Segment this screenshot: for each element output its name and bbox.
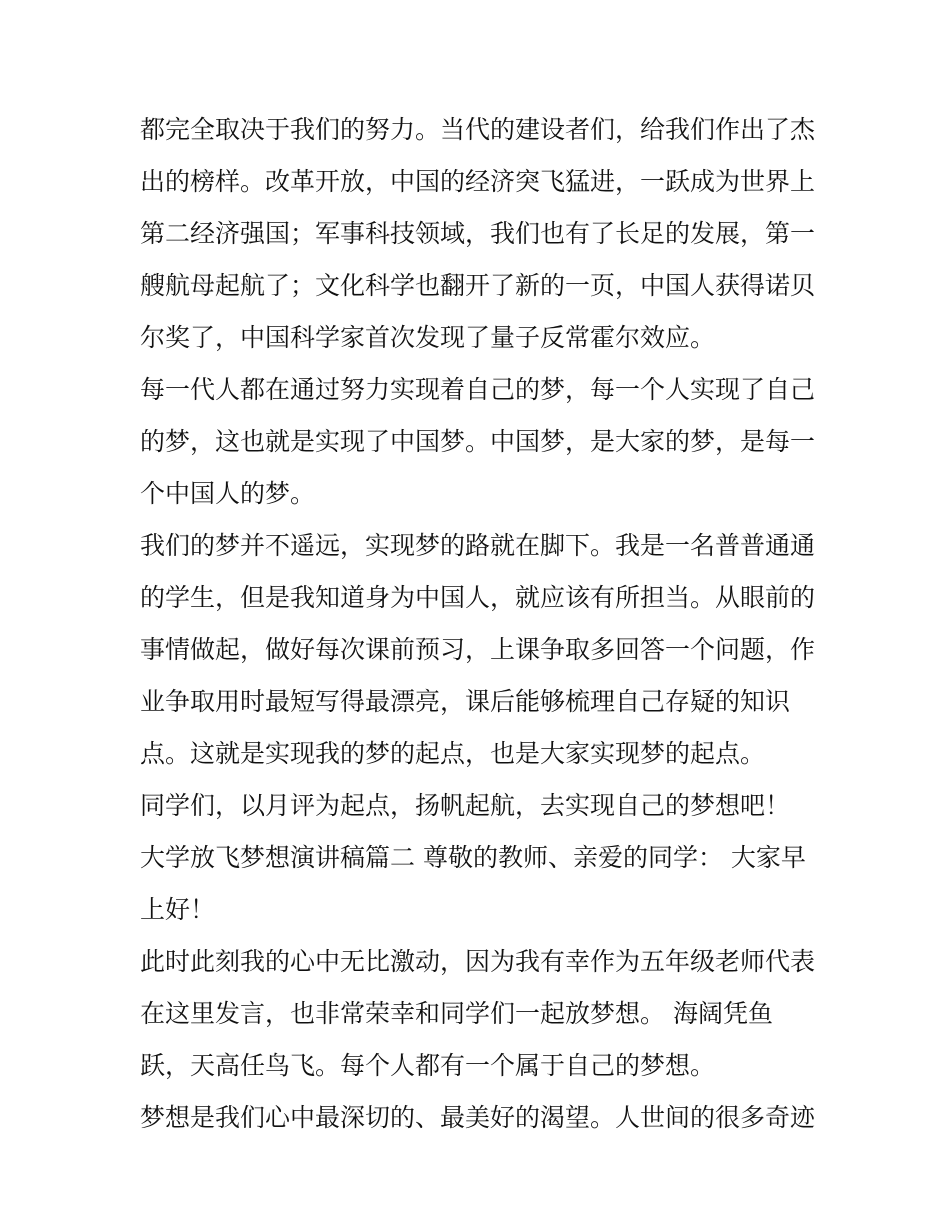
text-line: 在这里发言，也非常荣幸和同学们一起放梦想。 海阔凭鱼 bbox=[140, 999, 773, 1028]
text-line: 每一代人都在通过努力实现着自己的梦，每一个人实现了自己 bbox=[140, 375, 816, 404]
text-line: 尔奖了，中国科学家首次发现了量子反常霍尔效应。 bbox=[140, 323, 716, 352]
text-line: 都完全取决于我们的努力。当代的建设者们，给我们作出了杰 bbox=[140, 115, 816, 144]
text-line: 梦想是我们心中最深切的、最美好的渴望。人世间的很多奇迹 bbox=[140, 1103, 816, 1132]
document-body bbox=[140, 104, 820, 1144]
text-line: 艘航母起航了；文化科学也翻开了新的一页，中国人获得诺贝 bbox=[140, 271, 816, 300]
text-line: 大学放飞梦想演讲稿篇二 尊敬的教师、亲爱的同学： 大家早 bbox=[140, 843, 806, 872]
text-line: 业争取用时最短写得最漂亮，课后能够梳理自己存疑的知识 bbox=[140, 687, 791, 716]
text-line: 同学们，以月评为起点，扬帆起航，去实现自己的梦想吧！ bbox=[140, 791, 791, 820]
text-line: 个中国人的梦。 bbox=[140, 479, 316, 508]
text-line: 我们的梦并不遥远，实现梦的路就在脚下。我是一名普普通通 bbox=[140, 531, 816, 560]
text-line: 此时此刻我的心中无比激动，因为我有幸作为五年级老师代表 bbox=[140, 947, 816, 976]
text-line: 上好！ bbox=[140, 895, 216, 924]
text-line: 的学生，但是我知道身为中国人，就应该有所担当。从眼前的 bbox=[140, 583, 816, 612]
text-line: 跃，天高任鸟飞。每个人都有一个属于自己的梦想。 bbox=[140, 1051, 716, 1080]
text-line: 点。这就是实现我的梦的起点，也是大家实现梦的起点。 bbox=[140, 739, 766, 768]
text-line: 的梦，这也就是实现了中国梦。中国梦，是大家的梦，是每一 bbox=[140, 427, 816, 456]
text-line: 出的榜样。改革开放，中国的经济突飞猛进，一跃成为世界上 bbox=[140, 167, 816, 196]
text-line: 事情做起，做好每次课前预习，上课争取多回答一个问题，作 bbox=[140, 635, 816, 664]
text-line: 第二经济强国；军事科技领域，我们也有了长足的发展，第一 bbox=[140, 219, 816, 248]
